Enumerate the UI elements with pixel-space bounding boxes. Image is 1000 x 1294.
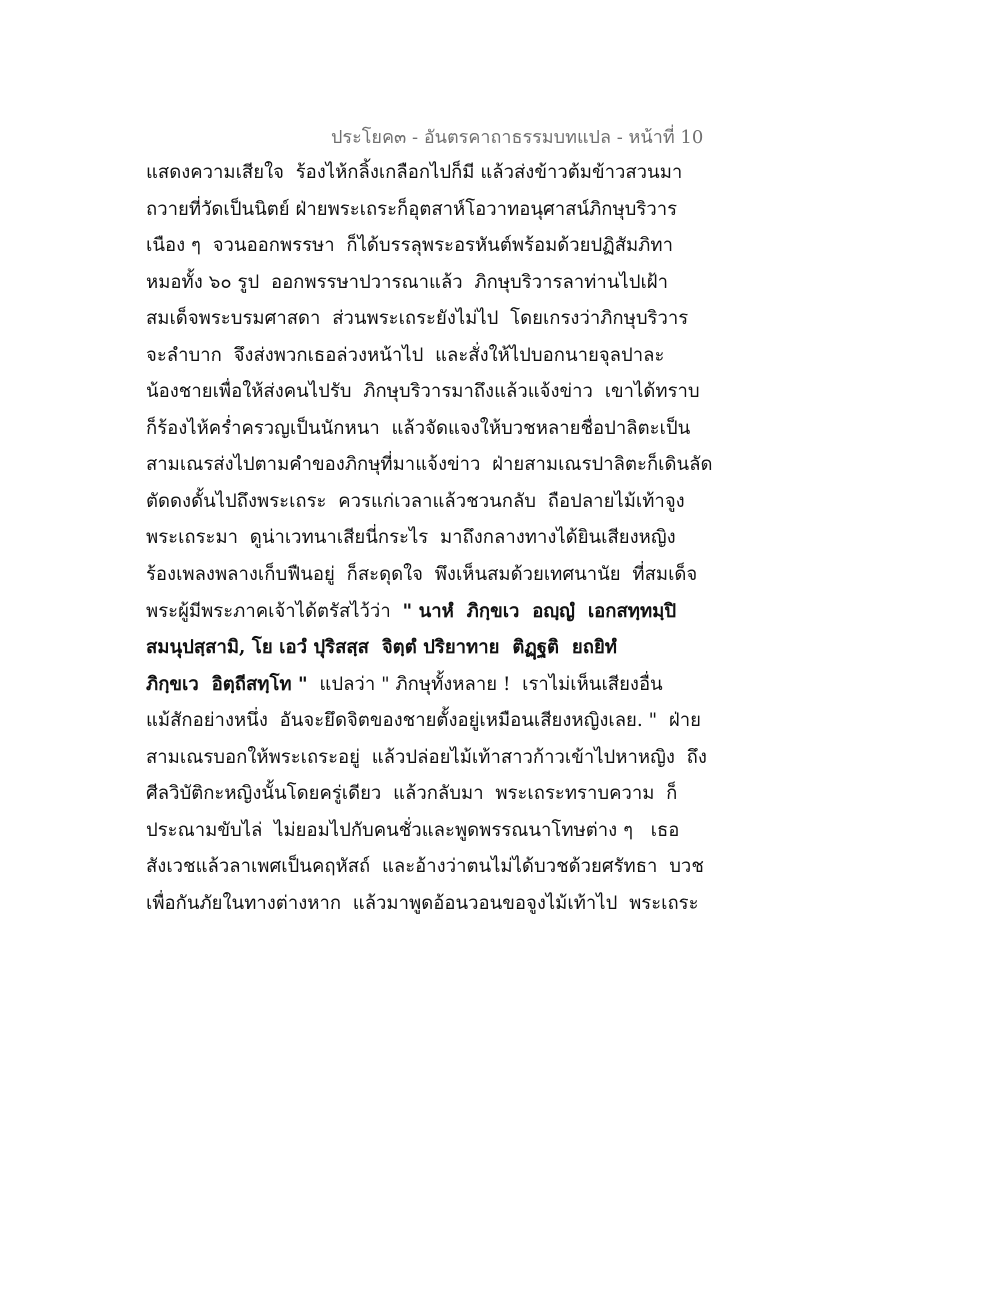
text-line bbox=[146, 740, 706, 777]
line-text: ศีลวิบัติกะหญิงนั้นโดยครู่เดียว แล้วกลับมา พระเถระทราบความ ก็ bbox=[146, 783, 678, 805]
line-text: หมอทั้ง ๖๐ รูป ออกพรรษาปวารณาแล้ว ภิกษุบริวารลาท่านไปเฝ้า bbox=[146, 271, 668, 293]
line-text: เนือง ๆ จวนออกพรรษา ก็ได้บรรลุพระอรหันต์พร้อมด้วยปฏิสัมภิทา bbox=[146, 235, 673, 257]
line-text: ตัดดงดั้นไปถึงพระเถระ ควรแก่เวลาแล้วชวนกลับ ถือปลายไม้เท้าจูง bbox=[146, 490, 685, 512]
text-line bbox=[146, 849, 706, 886]
text-line bbox=[146, 192, 706, 229]
line-text: สามเณรส่งไปตามคำของภิกษุที่มาแจ้งข่าว ฝ่ายสามเณรปาลิตะก็เดินลัด bbox=[146, 454, 713, 476]
line-text: พระผู้มีพระภาคเจ้าได้ตรัสไว้ว่า bbox=[146, 600, 403, 622]
body-text bbox=[146, 155, 713, 922]
text-line bbox=[146, 813, 706, 850]
pali-quote: สมนุปสฺสามิ, โย เอวํ ปุริสสฺส จิตฺตํ ปริยาทาย ติฏฺฐติ ยถยิทํ bbox=[146, 637, 617, 659]
line-text: สมเด็จพระบรมศาสดา ส่วนพระเถระยังไม่ไป โดยเกรงว่าภิกษุบริวาร bbox=[146, 308, 689, 330]
line-text: พระเถระมา ดูน่าเวทนาเสียนี่กระไร มาถึงกลางทางได้ยินเสียงหญิง bbox=[146, 527, 676, 549]
text-line bbox=[146, 667, 706, 704]
line-text: แม้สักอย่างหนึ่ง อันจะยึดจิตของชายตั้งอยู่เหมือนเสียงหญิงเลย. " ฝ่าย bbox=[146, 710, 701, 732]
line-text: ร้องเพลงพลางเก็บฟืนอยู่ ก็สะดุดใจ พึงเห็นสมด้วยเทศนานัย ที่สมเด็จ bbox=[146, 564, 698, 586]
text-line bbox=[146, 594, 706, 631]
line-text: จะลำบาก จึงส่งพวกเธอล่วงหน้าไป และสั่งให้ไปบอกนายจุลปาละ bbox=[146, 344, 665, 366]
text-line bbox=[146, 338, 706, 375]
text-line bbox=[146, 374, 706, 411]
text-line bbox=[146, 776, 706, 813]
text-line bbox=[146, 703, 706, 740]
line-text: ก็ร้องไห้คร่ำครวญเป็นนักหนา แล้วจัดแจงให้บวชหลายชื่อปาลิตะเป็น bbox=[146, 417, 691, 439]
text-line bbox=[146, 447, 713, 484]
pali-quote: " นาหํ ภิกฺขเว อญฺญํ เอกสทฺทมฺปิ bbox=[402, 600, 677, 622]
text-line bbox=[146, 886, 706, 923]
running-header: ประโยค๓ - อันตรคาถาธรรมบทแปล - หน้าที่ 10 bbox=[331, 127, 704, 148]
text-line bbox=[146, 265, 706, 302]
text-line bbox=[146, 630, 706, 667]
line-text: สังเวชแล้วลาเพศเป็นคฤหัสถ์ และอ้างว่าตนไม่ได้บวชด้วยศรัทธา บวช bbox=[146, 856, 704, 878]
pali-quote: ภิกฺขเว อิตฺถีสทฺโท " bbox=[146, 673, 308, 695]
text-line bbox=[146, 484, 706, 521]
text-line bbox=[146, 155, 706, 192]
text-line bbox=[146, 301, 706, 338]
line-text: แปลว่า " ภิกษุทั้งหลาย ! เราไม่เห็นเสียงอื่น bbox=[307, 673, 663, 695]
line-text: เพื่อกันภัยในทางต่างหาก แล้วมาพูดอ้อนวอนขอจูงไม้เท้าไป พระเถระ bbox=[146, 892, 699, 914]
text-line bbox=[146, 520, 706, 557]
text-line bbox=[146, 228, 706, 265]
line-text: แสดงความเสียใจ ร้องไห้กลิ้งเกลือกไปก็มี แล้วส่งข้าวต้มข้าวสวนมา bbox=[146, 162, 683, 183]
line-text: ประณามขับไล่ ไม่ยอมไปกับคนชั่วและพูดพรรณนาโทษต่าง ๆ เธอ bbox=[146, 819, 680, 841]
text-line bbox=[146, 411, 706, 448]
line-text: ถวายที่วัดเป็นนิตย์ ฝ่ายพระเถระก็อุตสาห์โอวาทอนุศาสน์ภิกษุบริวาร bbox=[146, 198, 678, 220]
line-text: สามเณรบอกให้พระเถระอยู่ แล้วปล่อยไม้เท้าสาวก้าวเข้าไปหาหญิง ถึง bbox=[146, 746, 707, 768]
text-line bbox=[146, 557, 706, 594]
line-text: น้องชายเพื่อให้ส่งคนไปรับ ภิกษุบริวารมาถึงแล้วแจ้งข่าว เขาได้ทราบ bbox=[146, 381, 700, 403]
